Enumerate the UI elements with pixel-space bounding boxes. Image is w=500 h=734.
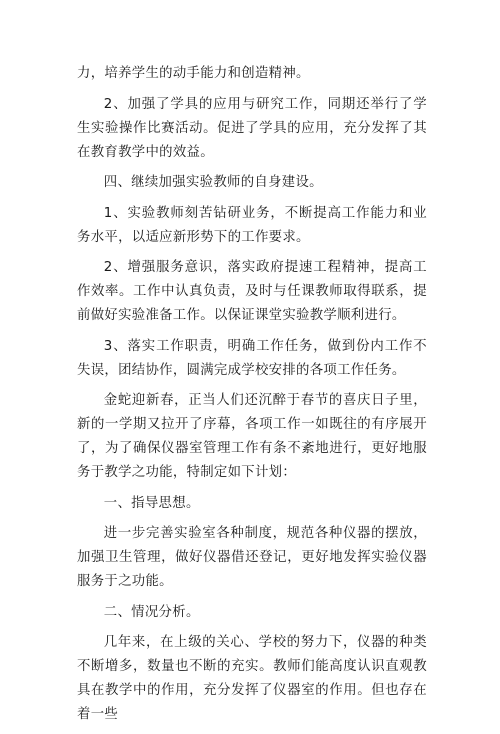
- paragraph: 进一步完善实验室各种制度，规范各种仪器的摆放，加强卫生管理，做好仪器借还登记，更好地发挥实验仪器服务于之功能。: [77, 526, 427, 589]
- paragraph: 2、加强了学具的应用与研究工作，同期还举行了学生实验操作比赛活动。促进了学具的应用，充分发挥了其在教育教学中的效益。: [77, 96, 427, 160]
- section-heading: 四、继续加强实验教师的自身建设。: [103, 175, 323, 190]
- paragraph: 几年来，在上级的关心、学校的努力下，仪器的种类不断增多，数量也不断的充实。教师们能高度认识直观教具在教学中的作用，充分发挥了仪器室的作用。但也存在着一些: [77, 635, 427, 722]
- section-heading: 二、情况分析。: [103, 604, 200, 620]
- paragraph: 2、增强服务意识，落实政府提速工程精神，提高工作效率。工作中认真负责，及时与任课教师取得联系，提前做好实验准备工作。以保证课堂实验教学顺利进行。: [77, 260, 427, 323]
- paragraph: 3、落实工作职责，明确工作任务，做到份内工作不失误，团结协作，圆满完成学校安排的各项工作任务。: [77, 338, 427, 378]
- paragraph: 金蛇迎新春，正当人们还沉醉于春节的喜庆日子里，新的一学期又拉开了序幕，各项工作一如既往的有序展开了，为了确保仪器室管理工作有条不紊地进行，更好地服务于教学之功能，特制定如下计划：: [77, 393, 427, 480]
- document-body: [77, 62, 427, 734]
- paragraph: 1、实验教师刻苦钻研业务，不断提高工作能力和业务水平，以适应新形势下的工作要求。: [77, 205, 427, 245]
- section-heading: 一、指导思想。: [103, 495, 200, 511]
- paragraph: 力，培养学生的动手能力和创造精神。: [77, 66, 310, 81]
